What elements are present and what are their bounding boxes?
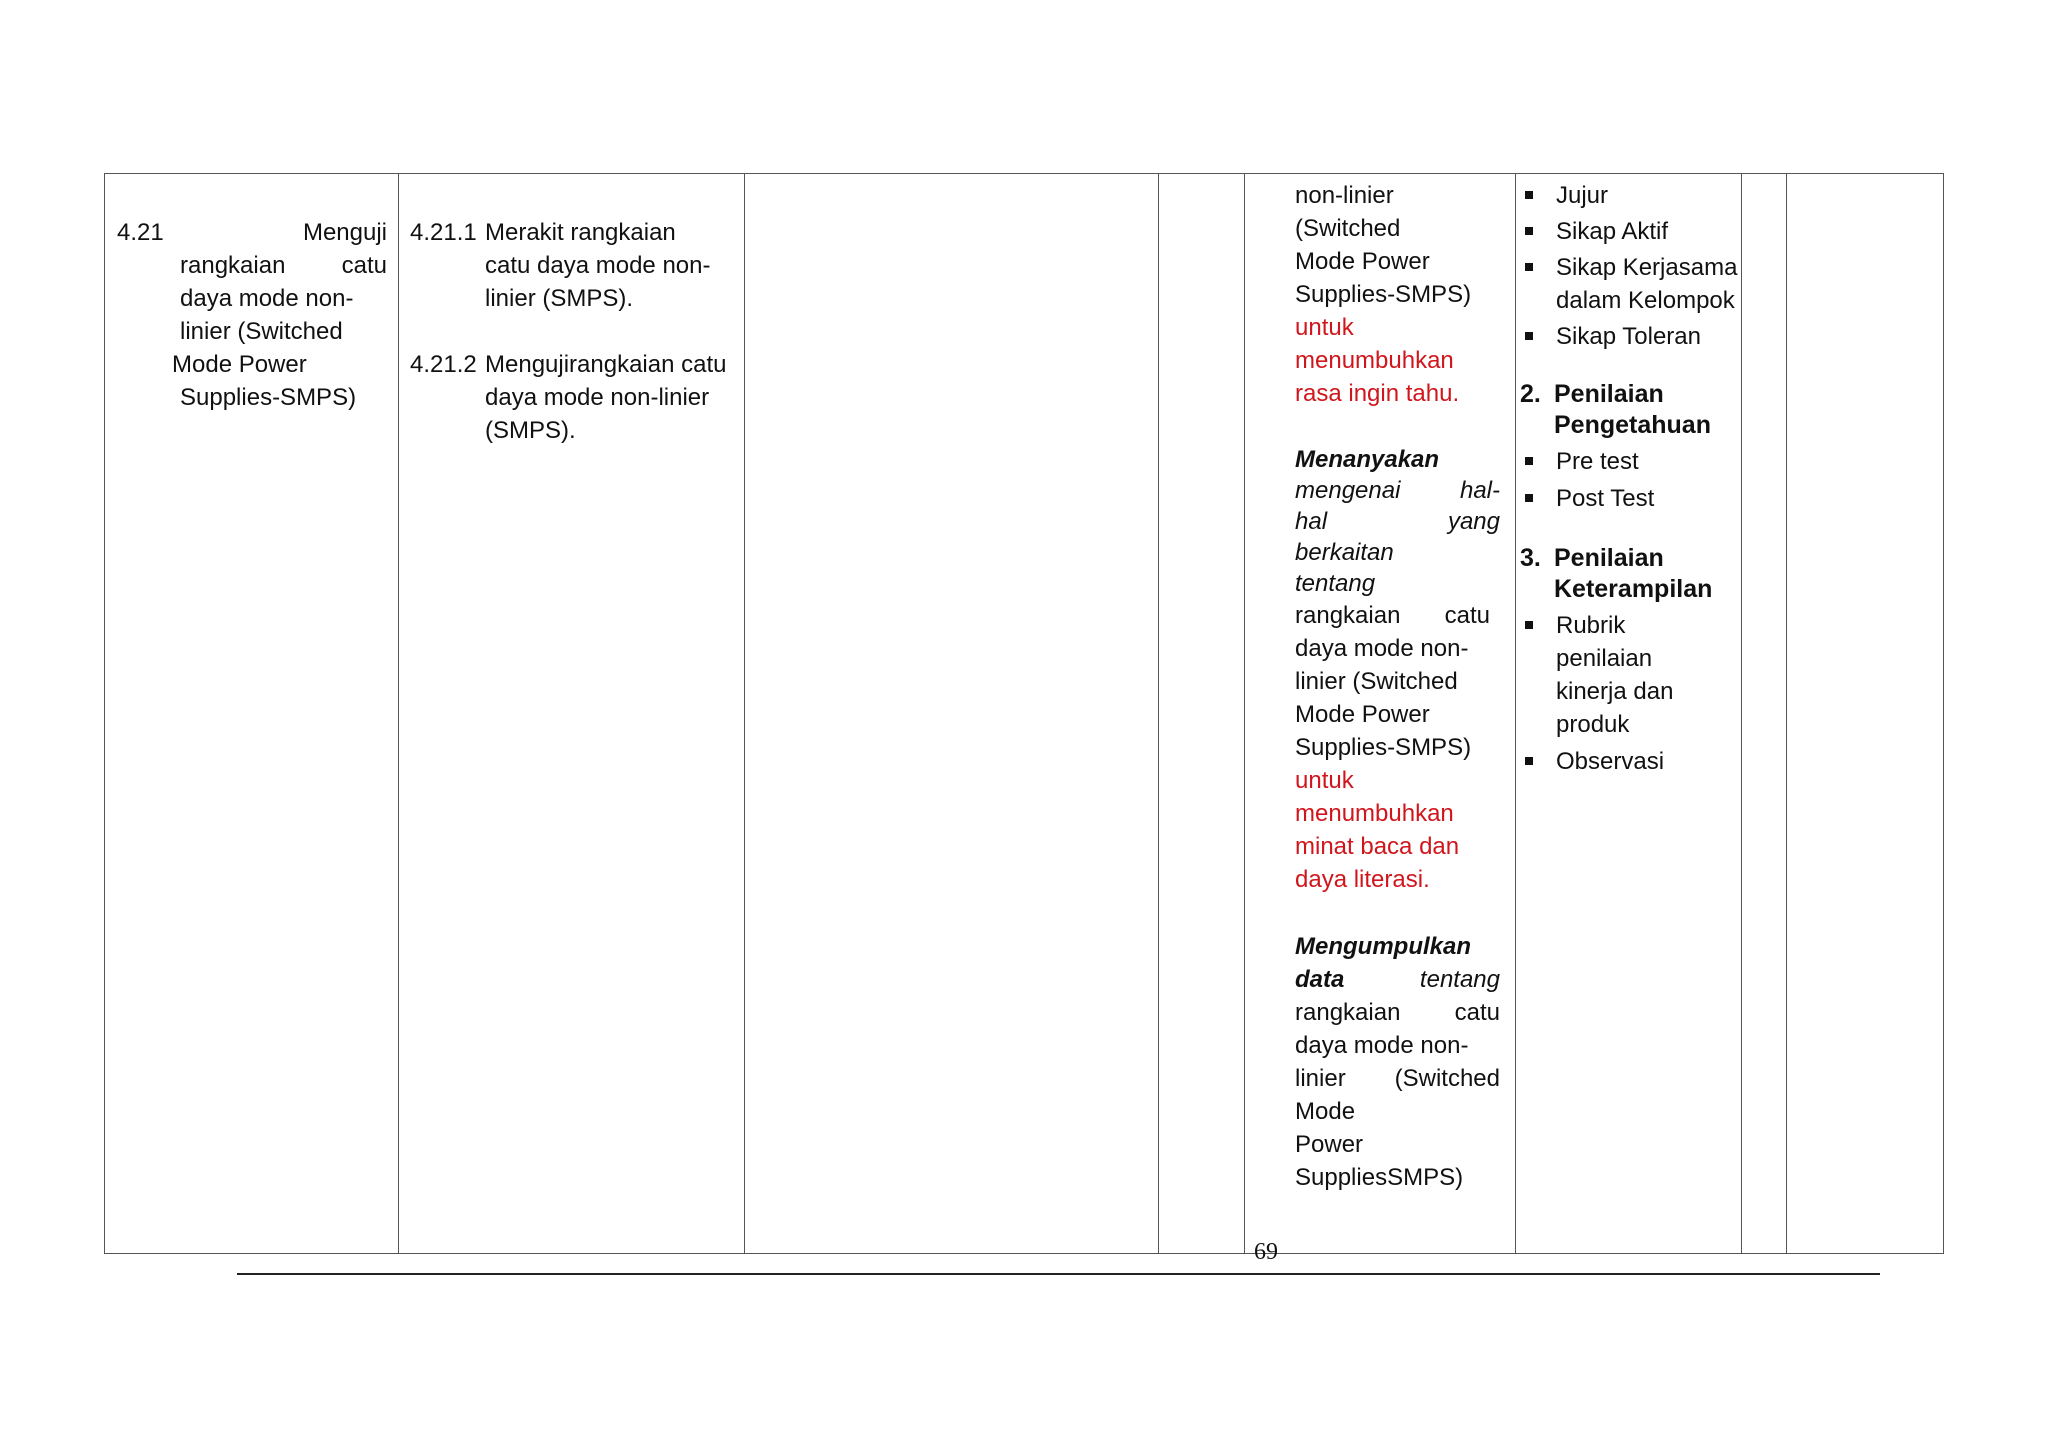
heading-number: 3.	[1520, 544, 1541, 572]
assessment-item: Rubrik penilaian kinerja dan produk	[1520, 609, 1706, 741]
competency-text: Mode Power	[172, 351, 307, 378]
activity-line	[1295, 599, 1490, 632]
activity-highlight: daya literasi.	[1295, 866, 1430, 893]
assessment-item: Pre test	[1520, 445, 1740, 478]
activity-highlight: menumbuhkan	[1295, 347, 1454, 374]
column-divider	[1741, 174, 1742, 1253]
indicator-text: daya mode non-linier	[485, 384, 710, 411]
assessment-item: Jujur	[1520, 179, 1740, 212]
activity-heading-collecting: Mengumpulkan	[1295, 933, 1472, 960]
activity-text: SuppliesSMPS)	[1295, 1164, 1464, 1191]
learning-plan-table	[104, 173, 1944, 1254]
activity-highlight: rasa ingin tahu.	[1295, 380, 1460, 407]
activity-text: linier	[1295, 1065, 1346, 1092]
activity-text: daya mode non-	[1295, 1032, 1469, 1059]
competency-text: Supplies-SMPS)	[180, 384, 357, 411]
activity-text: data	[1295, 966, 1345, 993]
activity-line	[1295, 963, 1500, 996]
activity-text: yang	[1447, 508, 1500, 535]
heading-text: Keterampilan	[1554, 575, 1713, 603]
column-divider	[1244, 174, 1245, 1253]
competency-number: 4.21	[117, 219, 164, 246]
activity-line	[1295, 996, 1500, 1029]
assessment-item: Sikap Aktif	[1520, 215, 1740, 248]
activity-text: (Switched	[1295, 215, 1401, 242]
activity-line	[1295, 1062, 1500, 1095]
page-number: 69	[1254, 1239, 1278, 1265]
activity-text: hal-	[1459, 477, 1500, 504]
heading-number: 2.	[1520, 380, 1541, 408]
activity-text: Supplies-SMPS)	[1295, 734, 1472, 761]
indicator-text: Merakit rangkaian	[485, 219, 676, 246]
activity-text: catu	[1454, 999, 1500, 1026]
activity-text: tentang	[1295, 570, 1376, 597]
activity-highlight: minat baca dan	[1295, 833, 1460, 860]
activity-text: catu	[1444, 602, 1490, 629]
activity-text: mengenai	[1295, 477, 1401, 504]
activity-text: hal	[1295, 508, 1328, 535]
heading-text: Penilaian	[1554, 380, 1664, 408]
activity-text: Mode Power	[1295, 248, 1430, 275]
activity-highlight: menumbuhkan	[1295, 800, 1454, 827]
footer-rule	[237, 1273, 1880, 1275]
activity-line	[1295, 475, 1500, 506]
indicator-text: Mengujirangkaian catu	[485, 351, 727, 378]
activities-cell	[1295, 179, 1500, 1194]
activity-highlight: untuk	[1295, 767, 1354, 794]
activity-text: rangkaian	[1295, 602, 1401, 629]
competency-text: rangkaian	[180, 252, 286, 279]
column-divider	[1515, 174, 1516, 1253]
assessment-heading-skills	[1520, 543, 1740, 574]
activity-text: Mode Power	[1295, 701, 1430, 728]
assessment-cell	[1520, 179, 1740, 778]
competency-line	[117, 249, 387, 282]
column-divider	[1158, 174, 1159, 1253]
activity-text: rangkaian	[1295, 999, 1401, 1026]
heading-text: Pengetahuan	[1554, 411, 1711, 439]
column-divider	[1786, 174, 1787, 1253]
activity-line	[1295, 506, 1500, 537]
activity-text: (Switched	[1394, 1065, 1500, 1092]
competency-text: linier (Switched	[180, 318, 343, 345]
competency-cell	[117, 216, 387, 414]
indicator-text: linier (SMPS).	[485, 285, 634, 312]
assessment-item: Sikap Kerjasama dalam Kelompok	[1520, 251, 1740, 317]
activity-text: Power	[1295, 1131, 1364, 1158]
activity-text: tentang	[1419, 966, 1500, 993]
activity-text: linier (Switched	[1295, 668, 1458, 695]
column-divider	[398, 174, 399, 1253]
indicator-item	[410, 348, 740, 381]
activity-text: non-linier	[1295, 182, 1394, 209]
competency-text: daya mode non-	[180, 285, 354, 312]
indicator-item	[410, 216, 740, 249]
assessment-item: Sikap Toleran	[1520, 320, 1740, 353]
indicators-cell	[410, 216, 740, 447]
column-divider	[744, 174, 745, 1253]
activity-highlight: untuk	[1295, 314, 1354, 341]
indicator-text: (SMPS).	[485, 417, 576, 444]
activity-text: berkaitan	[1295, 539, 1394, 566]
activity-text: Supplies-SMPS)	[1295, 281, 1472, 308]
competency-line	[117, 216, 387, 249]
competency-text: Menguji	[302, 219, 387, 246]
competency-text: catu	[341, 252, 387, 279]
activity-text: Mode	[1295, 1098, 1356, 1125]
assessment-heading-knowledge	[1520, 379, 1740, 410]
indicator-text: catu daya mode non-	[485, 252, 711, 279]
indicator-number: 4.21.1	[410, 219, 477, 246]
indicator-number: 4.21.2	[410, 351, 477, 378]
assessment-item: Observasi	[1520, 745, 1740, 778]
assessment-item: Post Test	[1520, 482, 1740, 515]
activity-text: daya mode non-	[1295, 635, 1469, 662]
heading-text: Penilaian	[1554, 544, 1664, 572]
activity-heading-questioning: Menanyakan	[1295, 446, 1440, 473]
